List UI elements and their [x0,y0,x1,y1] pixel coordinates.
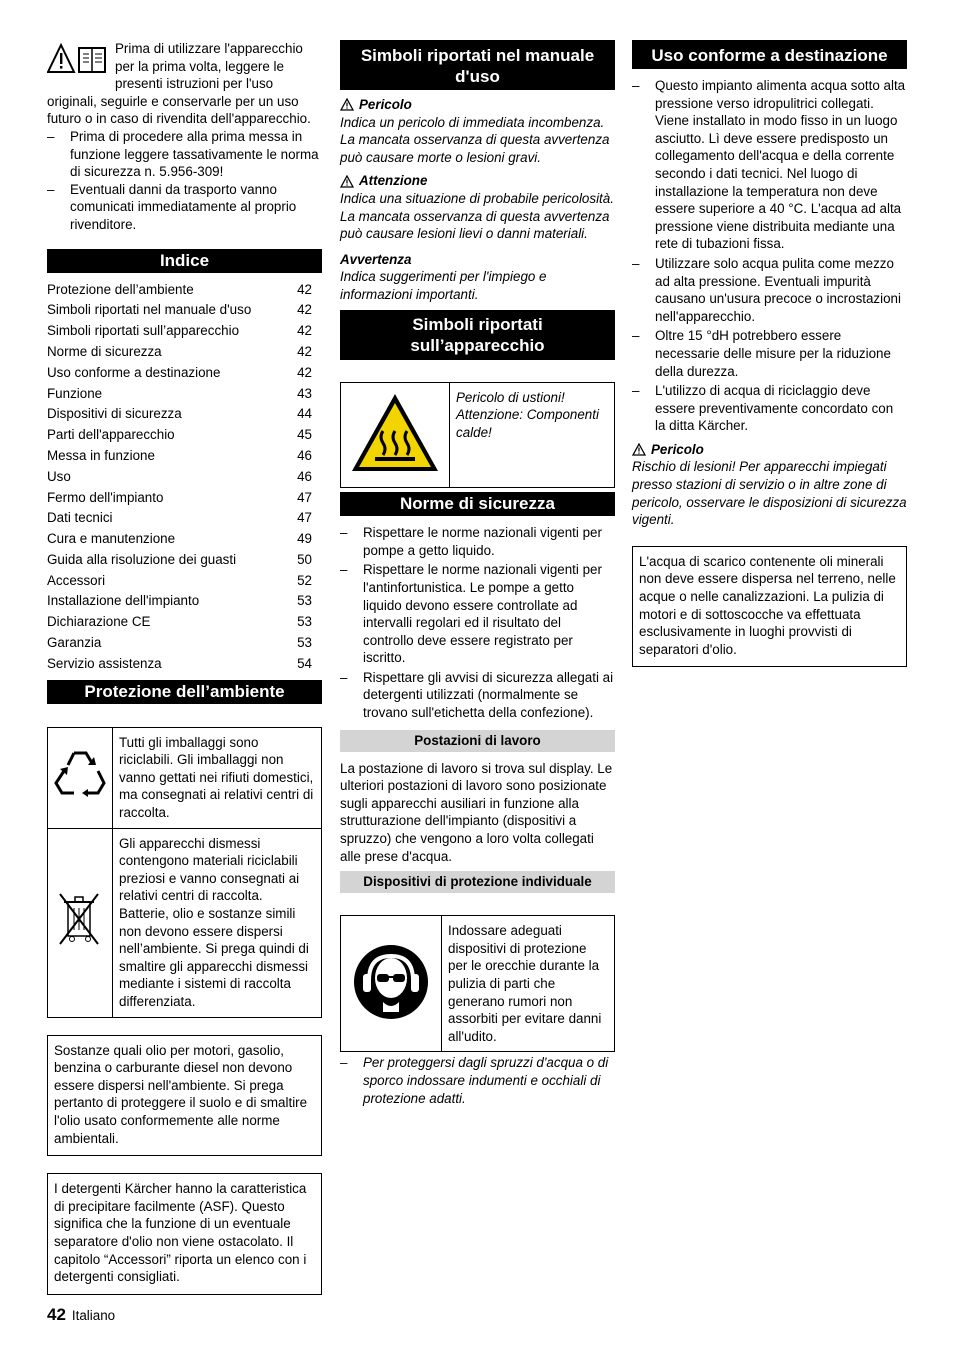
toc-page: 53 [297,593,312,609]
toc-page: 42 [297,302,312,318]
language-label: Italiano [71,1308,116,1323]
toc-row[interactable] [47,633,322,654]
toc-row[interactable] [47,321,322,342]
toc-label: Dichiarazione CE [47,614,151,630]
intended-use-title: Uso conforme a destinazione [632,40,907,69]
toc-label: Uso [47,468,71,484]
ppe-text: Indossare adeguati dispositivi di protezione per le orecchie durante la pulizia di parti che generano rumori non assorbiti per evitare danni all'udito. [442,916,615,1052]
toc-page: 46 [297,468,312,484]
ear-eye-protection-icon [353,944,429,1020]
warning-triangle-icon [340,98,354,111]
ppe-item: – Per proteggersi dagli spruzzi d'acqua o di sporco indossare indumenti e occhiali di protezione adatti. [340,1055,609,1106]
page-footer [47,1306,115,1325]
intro-text: Prima di utilizzare l'apparecchio per la prima volta, leggere le presenti istruzioni per l'uso originali, seguirle e conservarle per un uso futuro o in caso di rivendita dell'apparecchio. [47,41,311,127]
toc-label: Norme di sicurezza [47,343,162,359]
toc-row[interactable] [47,446,322,467]
toc-page: 49 [297,531,312,547]
workstations-text: La postazione di lavoro si trova sul display. Le ulteriori postazioni di lavoro sono posizionate sugli apparecchi ausiliari in funzione alla strutturazione dell'impianto (dispositivi a spruzzo) che vengono a loro volta collegati alle prese d'acqua. [340,760,613,864]
toc-row[interactable] [47,300,322,321]
toc-row[interactable] [47,612,322,633]
device-symbols-title: Simboli riportati sull’apparecchio [340,310,615,360]
intro-block [47,40,322,234]
toc-label: Funzione [47,385,103,401]
toc-page: 50 [297,551,312,567]
toc-label: Installazione dell'impianto [47,593,200,609]
note-waste-water: L'acqua di scarico contenente oli minerali non deve essere dispersa nel terreno, nelle acque o nelle canalizzazioni. La pulizia di motori e di sottoscocche va effettuata esclusivamente in luoghi provvisti di separatori d'olio. [632,546,907,668]
note-detergent: I detergenti Kärcher hanno la caratteristica di precipitare facilmente (ASF). Questo significa che la funzione di un eventuale separatore d'olio non viene ostacolato. Il capitolo “Accessori” riporta un elenco con i detergenti consigliati. [47,1173,322,1295]
toc-row[interactable] [47,342,322,363]
list-item: – Rispettare gli avvisi di sicurezza allegati ai detergenti utilizzati (normalmente se trovano sull'etichetta della confezione). [340,669,614,721]
burn-text: Pericolo di ustioni! Attenzione: Componenti calde! [450,382,615,488]
ppe-table [340,915,615,1052]
toc-page: 53 [297,635,312,651]
table-row [48,727,322,828]
recycle-icon [54,747,106,803]
toc-page: 42 [297,323,312,339]
column-middle [340,40,615,1107]
toc-page: 42 [297,281,312,297]
list-item: – Rispettare le norme nazionali vigenti per l'antinfortunistica. Le pompe a getto liquido devono essere controllate ad intervalli regolari ed il risultato del controllo deve essere registrato per iscritto. [340,562,602,666]
weee-text: Gli apparecchi dismessi contengono materiali riciclabili preziosi e vanno consegnati ai relativi centri di raccolta. Batterie, olio e sostanze simili non devono essere dispersi nell’ambiente. Si prega quindi di smaltire gli apparecchi dismessi mediante i sistemi di raccolta differenziata. [113,828,322,1017]
list-item: – Rispettare le norme nazionali vigenti per pompe a getto liquido. [340,525,602,558]
toc-page: 42 [297,343,312,359]
list-item: – Questo impianto alimenta acqua sotto alta pressione verso idropulitrici collegati. Viene installato in modo fisso in un luogo asciutto. Lì deve essere predisposto un collegamento dell'acqua e della corrente secondo i dati tecnici. Nel luogo di installazione la temperatura non deve essere superiore a 40 °C. L'acqua ad alta pressione viene distribuita mediante una rete di tubazioni fissa. [632,78,906,252]
toc-page: 47 [297,510,312,526]
toc-row[interactable] [47,571,322,592]
toc-page: 45 [297,427,312,443]
toc-page: 42 [297,364,312,380]
recycle-text: Tutti gli imballaggi sono riciclabili. Gli imballaggi non vanno gettati nei rifiuti domestici, ma consegnati ai relativi centri di raccolta. [113,727,322,828]
toc-row[interactable] [47,404,322,425]
danger-text: Rischio di lesioni! Per apparecchi impiegati presso stazioni di servizio o in altre zone di pericolo, osservare le disposizioni di sicurezza vigenti. [632,459,907,528]
toc-label: Accessori [47,572,106,588]
toc-page: 54 [297,655,312,671]
table-of-contents [47,280,322,675]
toc-label: Simboli riportati sull’apparecchio [47,323,240,339]
intro-item: – Eventuali danni da trasporto vanno comunicati immediatamente al proprio rivenditore. [47,181,297,232]
toc-row[interactable] [47,384,322,405]
ppe-title: Dispositivi di protezione individuale [340,871,615,893]
note-heading: Avvertenza [340,251,412,267]
toc-label: Dispositivi di sicurezza [47,406,182,422]
toc-row[interactable] [47,425,322,446]
toc-row[interactable] [47,550,322,571]
list-item: – L'utilizzo di acqua di riciclaggio deve essere preventivamente concordato con la ditta Kärcher. [632,383,894,434]
note-text: Indica suggerimenti per l'impiego e informazioni importanti. [340,269,547,302]
toc-row[interactable] [47,508,322,529]
warning-manual-icon [47,42,109,78]
toc-row[interactable] [47,488,322,509]
toc-row[interactable] [47,529,322,550]
intended-use-list [632,77,907,435]
page-number: 42 [47,1305,66,1324]
column-left [47,40,322,1295]
danger-text: Indica un pericolo di immediata incombenza. La mancata osservanza di questa avvertenza può causare morte o lesioni gravi. [340,114,610,165]
weee-bin-icon [56,890,104,950]
device-symbols-table [340,382,615,489]
toc-page: 44 [297,406,312,422]
toc-row[interactable] [47,654,322,675]
table-row [48,828,322,1017]
toc-page: 43 [297,385,312,401]
env-symbols-table [47,727,322,1018]
toc-label: Servizio assistenza [47,655,162,671]
toc-page: 52 [297,572,312,588]
toc-page: 46 [297,447,312,463]
toc-label: Protezione dell’ambiente [47,281,194,297]
toc-label: Uso conforme a destinazione [47,364,221,380]
table-row [341,916,615,1052]
toc-title: Indice [47,249,322,273]
table-row [341,382,615,488]
toc-label: Messa in funzione [47,447,155,463]
toc-label: Fermo dell'impianto [47,489,164,505]
hot-surface-warning-icon [349,391,441,475]
safety-title: Norme di sicurezza [340,492,615,516]
warning-triangle-icon [632,443,646,456]
toc-row[interactable] [47,591,322,612]
list-item: – Oltre 15 °dH potrebbero essere necessarie delle misure per la riduzione della durezza. [632,328,891,379]
toc-label: Dati tecnici [47,510,113,526]
note-oil: Sostanze quali olio per motori, gasolio, benzina o carburante diesel non devono essere dispersi nell'ambiente. Si prega pertanto di proteggere il suolo e di smaltire l'olio usato conformemente alle norme ambientali. [47,1035,322,1157]
toc-label: Guida alla risoluzione dei guasti [47,551,237,567]
danger-heading: Pericolo [632,441,907,459]
toc-row[interactable] [47,363,322,384]
workstations-title: Postazioni di lavoro [340,730,615,752]
warning-triangle-icon [340,175,354,188]
danger-heading: Pericolo [340,96,615,114]
list-item: – Utilizzare solo acqua pulita come mezzo ad alta pressione. Eventuali impurità causano un'usura precoce o incrostazioni nell'apparecchio. [632,255,901,324]
toc-label: Simboli riportati nel manuale d'uso [47,302,252,318]
env-title: Protezione dell’ambiente [47,680,322,704]
toc-page: 47 [297,489,312,505]
toc-label: Garanzia [47,635,102,651]
caution-heading: Attenzione [340,172,615,190]
toc-page: 53 [297,614,312,630]
manual-symbols-title: Simboli riportati nel manuale d'uso [340,40,615,90]
toc-row[interactable] [47,467,322,488]
toc-row[interactable] [47,280,322,301]
toc-label: Cura e manutenzione [47,531,176,547]
caution-text: Indica una situazione di probabile pericolosità. La mancata osservanza di questa avvertenza può causare lesioni lievi o danni materiali. [340,190,614,242]
safety-list [340,524,615,722]
toc-label: Parti dell'apparecchio [47,427,175,443]
intro-item: – Prima di procedere alla prima messa in funzione leggere tassativamente le norma di sicurezza n. 5.956-309! [47,128,319,180]
column-right [632,40,907,667]
